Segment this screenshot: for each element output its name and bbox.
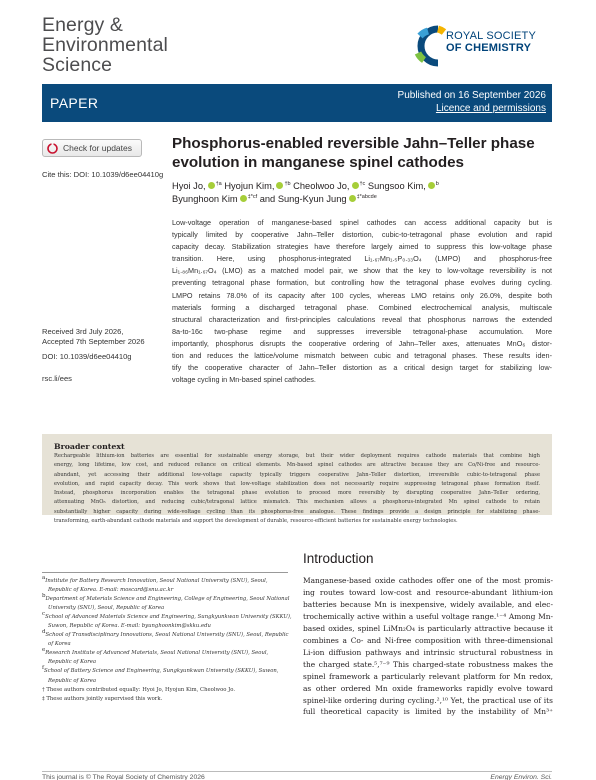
article-type: PAPER: [50, 95, 99, 111]
abstract-line: tion and reduces the lattice/volume mismatch between cubic and tetragonal phases. These results iden-: [172, 351, 552, 361]
orcid-icon[interactable]: [240, 195, 247, 202]
author-name: Byunghoon Kim: [172, 194, 238, 204]
abstract-line: 8a-to-16c two-phase regime and suppresses irreversible tetragonal-phase accumulation. More: [172, 326, 552, 336]
check-updates-label: Check for updates: [63, 143, 132, 153]
broader-context-text: [54, 452, 540, 526]
journal-title: [42, 15, 262, 75]
author-name: Sungsoo Kim,: [367, 181, 426, 191]
cite-this: [42, 170, 163, 180]
intro-line: Manganese-based oxide cathodes offer one of the most promis-: [303, 576, 553, 585]
footnote-item: ‡ These authors jointly supervised this work.: [42, 695, 163, 702]
orcid-icon[interactable]: [352, 182, 359, 189]
author-affil: ‡*abcde: [356, 193, 377, 200]
abstract-line: typically limited by cooperative Jahn–Teller distortion, cubic-to-tetragonal phase evolution and rapid: [172, 230, 552, 240]
author-name: and Sung-Kyun Jung: [259, 194, 347, 204]
affiliation-item: $^b$Department of Materials Science and Engineering, College of Engineering, Seoul National University (SNU), Seoul, Republic of Korea: [42, 593, 290, 612]
abstract-line: importantly, phosphorus disrupts the cooperative ordering of Jahn–Teller axes, attenuates MnO₆ distor-: [172, 338, 552, 348]
published-date: Published on 16 September 2026: [397, 90, 546, 101]
abstract: [172, 217, 552, 386]
introduction-heading: Introduction: [303, 551, 374, 566]
author-affil: ‡*cf: [247, 193, 258, 200]
received-date: Received 3rd July 2026,: [42, 327, 124, 336]
author-name: Hyoi Jo,: [172, 181, 206, 191]
author-name: Hyojun Kim,: [224, 181, 275, 191]
author-list: [172, 180, 552, 206]
broader-context-box: [42, 434, 552, 525]
footnote-divider: [42, 572, 288, 573]
publisher-line2: OF CHEMISTRY: [446, 42, 532, 54]
publication-info: [398, 89, 546, 115]
intro-line: ing routes toward low-cost and resource-abundant lithium-ion: [303, 587, 553, 597]
affiliation-item: $^d$School of Transdisciplinary Innovations, Seoul National University (SNU), Seoul, Republic of Korea: [42, 629, 289, 648]
abstract-line: LMPO retains 78.0% of its capacity after 100 cycles, whereas LMO retains only 26.0%, despite both: [172, 290, 552, 300]
intro-line: combines a Co- and Ni-free composition with three-dimensional: [303, 635, 553, 645]
publisher-line1: ROYAL SOCIETY: [446, 30, 537, 42]
title-line: evolution in manganese spinel cathodes: [172, 154, 465, 171]
journal-link[interactable]: rsc.li/ees: [42, 374, 72, 383]
journal-title-line: Environmental: [42, 34, 168, 56]
footer-journal: Energy Environ. Sci.: [490, 774, 552, 780]
journal-title-line: Energy &: [42, 14, 124, 36]
abstract-line: structural characterization and first-principles calculations reveal that phosphorus narrows the extended: [172, 314, 552, 324]
footnote-item: † These authors contributed equally: Hyoi Jo, Hyojun Kim, Cheolwoo Jo.: [42, 686, 236, 693]
cite-label: Cite this:: [42, 170, 72, 179]
article-banner: [42, 84, 552, 122]
abstract-line: transition. Here, using phosphorus-integrated Li₁.₆₇Mn₁.₅P₀.₃₃O₄ (LMPO) and phosphorus-free: [172, 254, 552, 264]
broader-context-line: Instead, phosphorus incorporation enables the tetragonal phase evolution to proceed more reversibly by disrupting cooperative Jahn–Teller ordering,: [54, 490, 540, 497]
intro-line: Li-ion diffusion pathways and intrinsic structural robustness in: [303, 647, 553, 657]
abstract-line: preventing tetragonal phase formation, but controlling how the tetragonal phase evolves during cycling.: [172, 278, 552, 288]
accepted-date: Accepted 7th September 2026: [42, 337, 145, 346]
broader-context-line: evolution, and rapid capacity decay. This work shows that low-voltage stabilization does not necessarily require suppressing tetragonal phase formation itself.: [54, 480, 540, 487]
article-title: [172, 134, 562, 172]
orcid-icon[interactable]: [208, 182, 215, 189]
abstract-line: voltage cycling in Mn-based spinel cathodes.: [172, 375, 316, 385]
broader-context-line: substantially higher capacity during wide-voltage cycling than its phosphorus-free analogue. These findings provide a design principle for stabilizing phase-: [54, 508, 540, 515]
intro-line: based oxides, spinel LiMn₂O₄ is particularly attractive because it: [303, 623, 553, 633]
introduction-text: [303, 575, 553, 718]
cite-doi: DOI: 10.1039/d6ee04410g: [73, 170, 164, 179]
intro-line: full theoretical capacity is limited by the instability of Mn³⁺: [303, 707, 553, 717]
affiliations: [42, 577, 292, 704]
intro-line: spinel framework a particularly relevant platform for Mn redox,: [303, 671, 553, 681]
licence-link[interactable]: Licence and permissions: [435, 103, 546, 114]
broader-context-heading: Broader context: [54, 442, 125, 451]
author-affil: †a: [215, 180, 222, 187]
affiliation-item: $^a$Institute for Battery Research Innovation, Seoul National University (SNU), Seoul, Republic of Korea. E-mail: moscard@snu.ac.kr: [42, 575, 268, 594]
broader-context-line: transforming, earth-abundant cathode materials and support the development of durable, resource-efficient batteries for sustainable energy technologies.: [54, 518, 458, 525]
check-updates-button[interactable]: [42, 139, 142, 157]
abstract-line: materials forming a discharged tetragonal phase. Combined electrochemical analysis, multiscale: [172, 302, 552, 312]
abstract-line: tify the cooperative character of Jahn–Teller distortion as a critical design target for stabilizing low-: [172, 363, 552, 373]
intro-line: spinel-like ordering during cycling.²,¹⁰ Yet, the practical use of its: [303, 695, 553, 705]
abstract-line: Li₁.₈₆Mn₁.₆₇O₄ (LMO) as a matched model pair, we show that the key to low-voltage reversibility is not: [172, 266, 552, 276]
broader-context-line: Rechargeable lithium-ion batteries are essential for sustainable energy storage, but their wider deployment requires cathode materials that combine high: [54, 453, 540, 459]
orcid-icon[interactable]: [428, 182, 435, 189]
footer-copyright: This journal is © The Royal Society of Chemistry 2026: [42, 774, 205, 780]
intro-line: the charged state.⁵,⁷⁻⁹ This charged-state robustness makes the: [303, 659, 553, 669]
broader-context-line: abundant, yet accessing their additional low-voltage capacity typically triggers cooperative Jahn–Teller distortion, irreversible cubic-to-tetragonal phase: [54, 471, 540, 478]
footer-divider: [42, 771, 552, 772]
broader-context-line: energy, long lifetime, low cost, and reduced reliance on critical elements. Mn-based spinel cathodes are attractive because they are Co/Ni-free and resource-: [54, 462, 540, 469]
orcid-icon[interactable]: [276, 182, 283, 189]
journal-title-line: Science: [42, 54, 113, 76]
abstract-line: capacity decay. Stabilization strategies have therefore largely aimed to suppress this low-voltage phase: [172, 242, 552, 252]
article-doi: DOI: 10.1039/d6ee04410g: [42, 352, 132, 361]
author-affil: †c: [359, 180, 366, 187]
intro-line: as other ordered Mn oxide frameworks rapidly evolve toward: [303, 683, 553, 693]
abstract-line: Low-voltage operation of manganese-based spinel cathodes can access additional capacity but is: [172, 218, 552, 227]
affiliation-item: $^f$School of Battery Science and Engineering, Sungkyunkwan University (SKKU), Suwon, Republic of Korea: [42, 665, 279, 684]
affiliation-item: $^c$School of Advanced Materials Science and Engineering, Sungkyunkwan University (SKKU), Suwon, Republic of Korea. E-mail: byunghoonkim@skku.edu: [42, 611, 292, 630]
author-affil: b: [435, 180, 439, 187]
intro-line: trochemically active within a useful voltage range.¹⁻⁴ Among Mn-: [303, 611, 553, 621]
publisher-name: [446, 30, 536, 54]
refresh-icon: [47, 143, 58, 154]
orcid-icon[interactable]: [349, 195, 356, 202]
affiliation-item: $^e$Research Institute of Advanced Materials, Seoul National University (SNU), Seoul, Republic of Korea: [42, 647, 269, 666]
author-affil: †b: [284, 180, 291, 187]
title-line: Phosphorus-enabled reversible Jahn–Teller phase: [172, 135, 535, 152]
author-name: Cheolwoo Jo,: [293, 181, 350, 191]
broader-context-line: attenuating MnO₆ distortion, and reducing cubic/tetragonal lattice mismatch. This mechanism allows a phosphorus-integrated Mn spinel cathode to retain: [54, 499, 540, 506]
intro-line: batteries because Mn is inexpensive, widely available, and elec-: [303, 599, 553, 609]
